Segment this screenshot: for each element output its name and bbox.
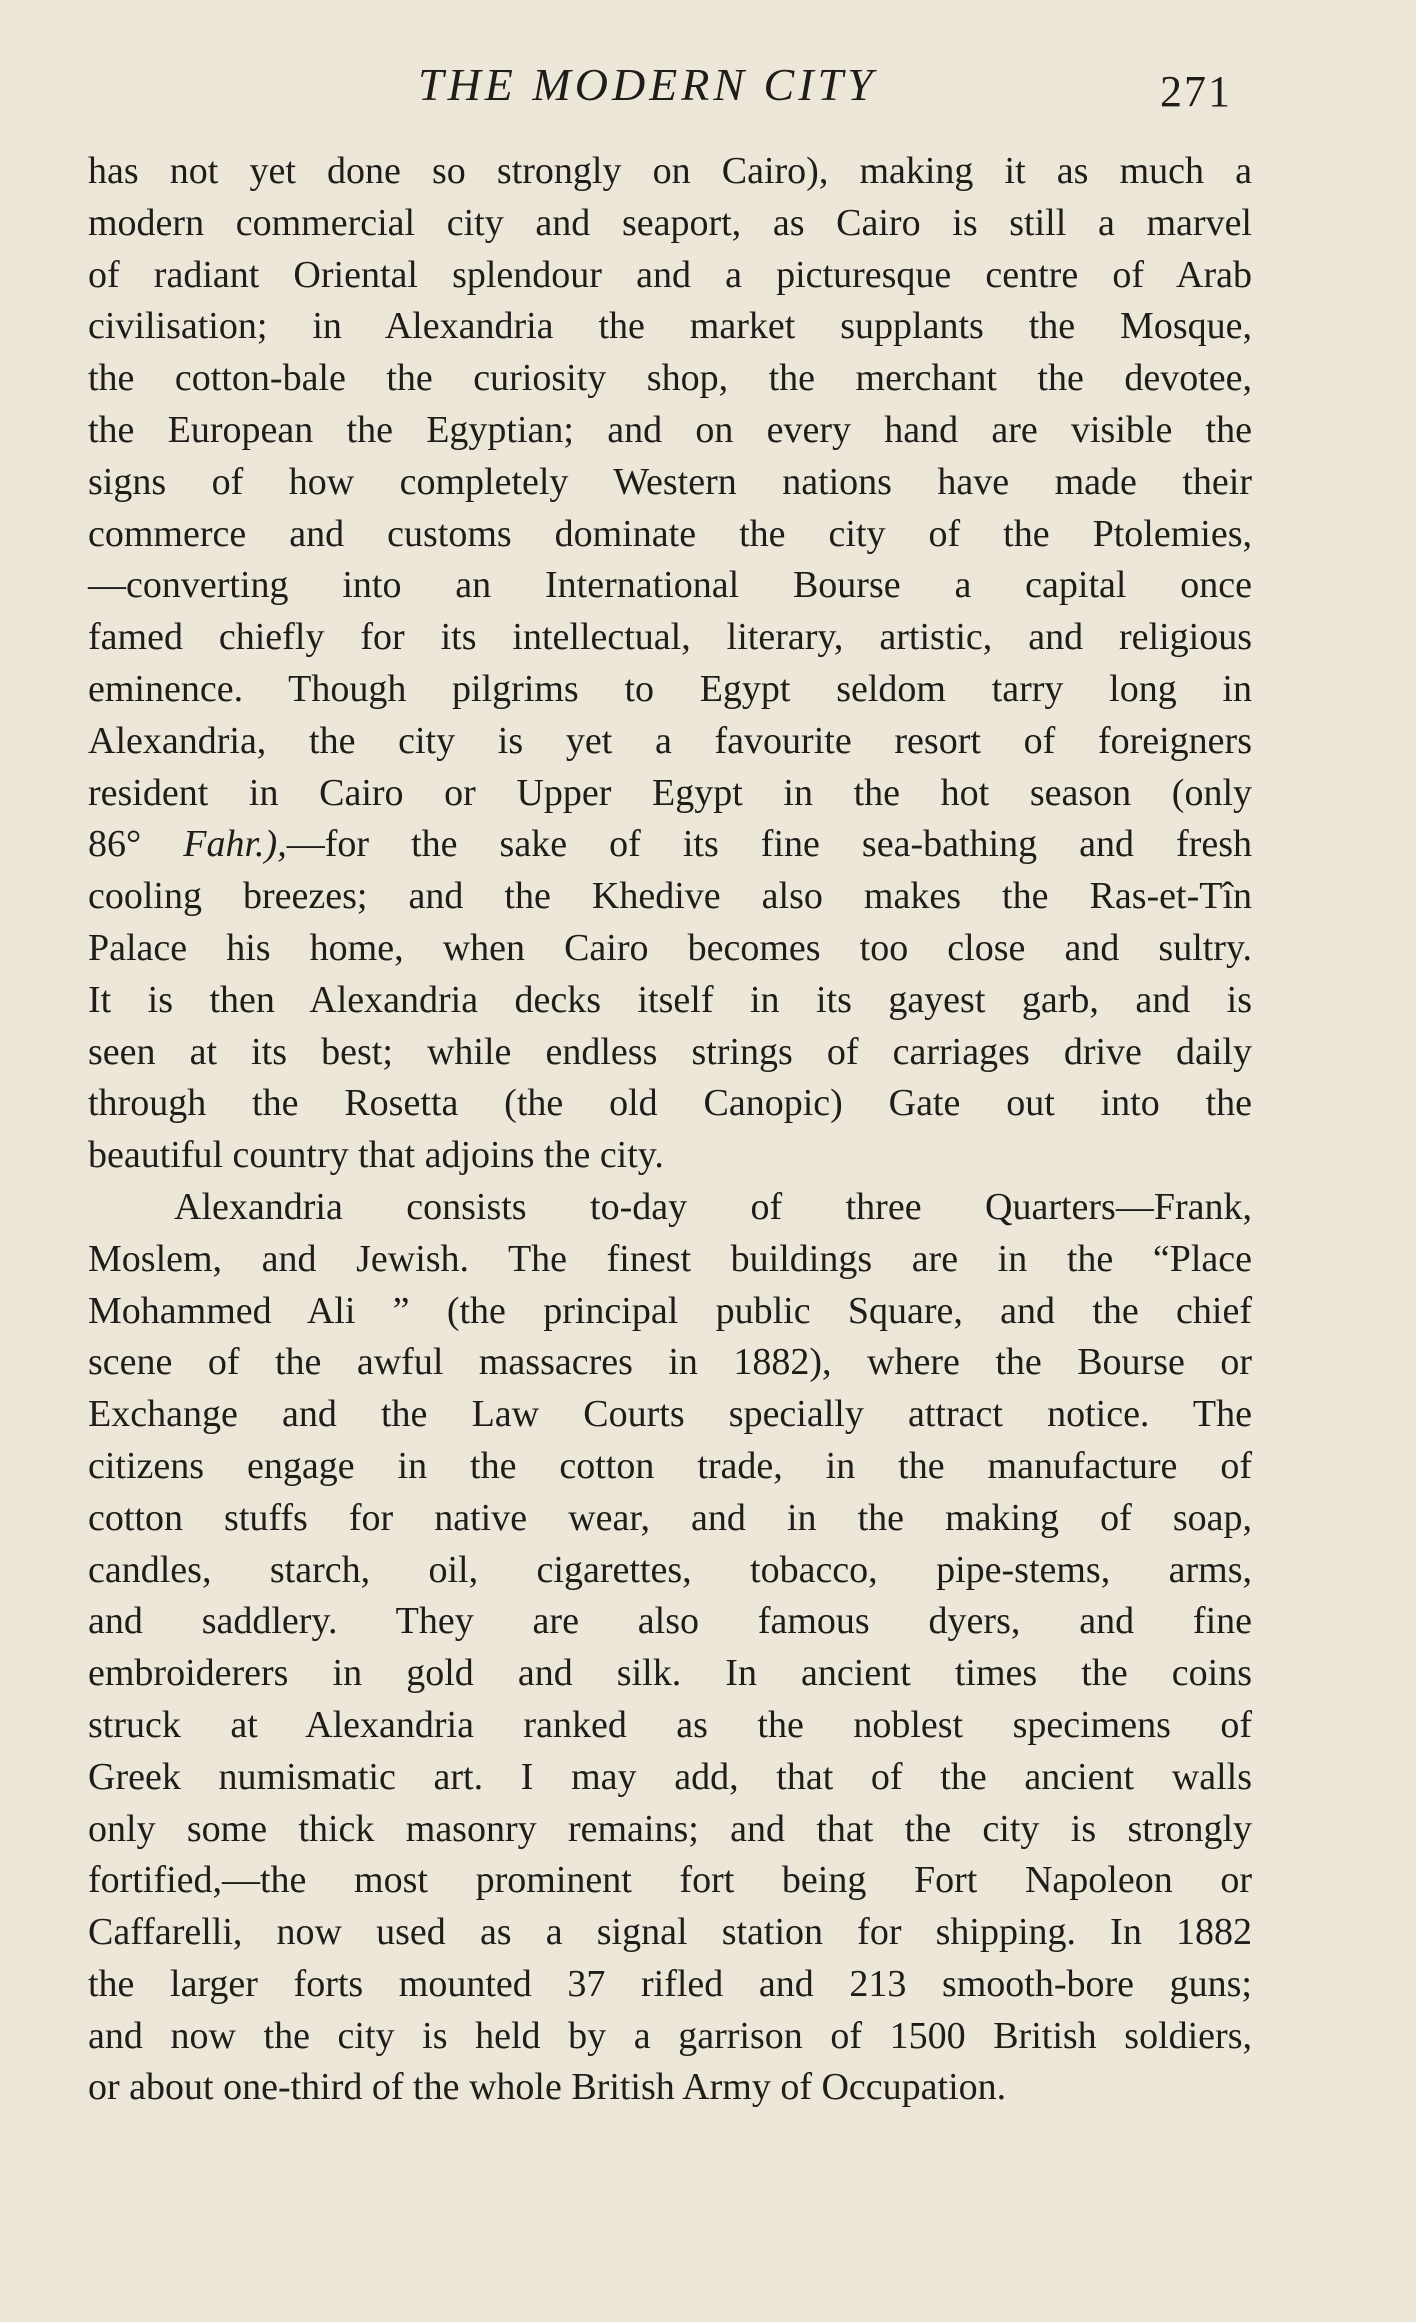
- temperature-unit: Fahr.),: [183, 823, 287, 866]
- page-number: 271: [1160, 67, 1232, 116]
- running-title: THE MODERN CITY: [418, 59, 877, 110]
- text-line: of radiant Oriental splendour and a picturesque centre of Arab: [88, 253, 1252, 296]
- text-line: struck at Alexandria ranked as the noblest specimens of: [88, 1703, 1252, 1746]
- text-line: embroiderers in gold and silk. In ancient times the coins: [88, 1652, 1252, 1695]
- text-line: cooling breezes; and the Khedive also makes the Ras-et-Tîn: [88, 875, 1252, 918]
- text-line: Mohammed Ali ” (the principal public Square, and the chief: [88, 1289, 1252, 1332]
- text-line-temperature: [88, 819, 1252, 871]
- text-line: Greek numismatic art. I may add, that of the ancient walls: [88, 1755, 1252, 1798]
- text-line: and saddlery. They are also famous dyers, and fine: [88, 1600, 1252, 1643]
- text-line: modern commercial city and seaport, as Cairo is still a marvel: [88, 201, 1252, 244]
- text-line: seen at its best; while endless strings of carriages drive daily: [88, 1030, 1252, 1073]
- text-line: through the Rosetta (the old Canopic) Gate out into the: [88, 1082, 1252, 1125]
- text-line: the cotton-bale the curiosity shop, the merchant the devotee,: [88, 357, 1252, 400]
- text-line: It is then Alexandria decks itself in its gayest garb, and is: [88, 978, 1252, 1021]
- text-line: fortified,—the most prominent fort being Fort Napoleon or: [88, 1859, 1252, 1902]
- text-line: only some thick masonry remains; and that the city is strongly: [88, 1807, 1252, 1850]
- text-line: the larger forts mounted 37 rifled and 213 smooth-bore guns;: [88, 1962, 1252, 2005]
- text-line-remainder: —for the sake of its fine sea-bathing and fresh: [286, 823, 1253, 866]
- paragraph-start-line: Alexandria consists to-day of three Quarters—Frank,: [174, 1185, 1252, 1228]
- text-line: eminence. Though pilgrims to Egypt seldom tarry long in: [88, 667, 1252, 710]
- text-line: resident in Cairo or Upper Egypt in the hot season (only: [88, 771, 1252, 814]
- temperature-value: 86°: [88, 823, 142, 866]
- text-line: —converting into an International Bourse a capital once: [88, 564, 1252, 607]
- running-head: [0, 52, 1416, 122]
- text-line: Moslem, and Jewish. The finest buildings are in the “Place: [88, 1237, 1252, 1280]
- text-line: Alexandria, the city is yet a favourite resort of foreigners: [88, 719, 1252, 762]
- body-text: [88, 146, 1252, 2114]
- text-line: or about one-third of the whole British Army of Occupation.: [88, 2066, 1007, 2109]
- text-line: and now the city is held by a garrison of 1500 British soldiers,: [88, 2014, 1252, 2057]
- text-line: commerce and customs dominate the city of the Ptolemies,: [88, 512, 1252, 555]
- text-line: famed chiefly for its intellectual, literary, artistic, and religious: [88, 616, 1252, 659]
- text-line: signs of how completely Western nations have made their: [88, 460, 1252, 503]
- text-line: the European the Egyptian; and on every hand are visible the: [88, 408, 1252, 451]
- text-line: has not yet done so strongly on Cairo), making it as much a: [88, 150, 1252, 192]
- text-line: Palace his home, when Cairo becomes too close and sultry.: [88, 926, 1252, 969]
- text-line: Exchange and the Law Courts specially attract notice. The: [88, 1393, 1252, 1436]
- text-line: citizens engage in the cotton trade, in the manufacture of: [88, 1444, 1252, 1487]
- text-line: civilisation; in Alexandria the market supplants the Mosque,: [88, 305, 1252, 348]
- text-line: Caffarelli, now used as a signal station for shipping. In 1882: [88, 1911, 1252, 1954]
- text-line: candles, starch, oil, cigarettes, tobacco, pipe-stems, arms,: [88, 1548, 1252, 1591]
- text-line: cotton stuffs for native wear, and in the making of soap,: [88, 1496, 1252, 1539]
- text-line: scene of the awful massacres in 1882), where the Bourse or: [88, 1341, 1252, 1384]
- text-line: beautiful country that adjoins the city.: [88, 1134, 664, 1177]
